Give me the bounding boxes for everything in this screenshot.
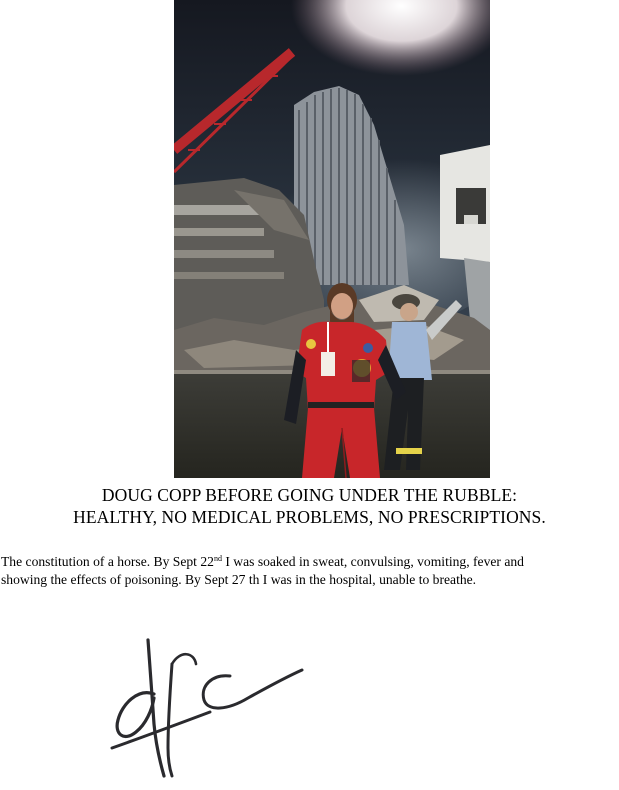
body-line-1-end: I was soaked in sweat, convulsing, vomiting, fever and bbox=[221, 554, 524, 569]
body-line-2: showing the effects of poisoning. By Sept 27 th I was in the hospital, unable to breathe. bbox=[1, 572, 477, 587]
signature-drawing bbox=[108, 636, 308, 778]
caption-line-1: DOUG COPP BEFORE GOING UNDER THE RUBBLE: bbox=[101, 485, 518, 505]
body-line-1 bbox=[1, 553, 619, 571]
photo-caption bbox=[0, 484, 619, 528]
caption-line-2: HEALTHY, NO MEDICAL PROBLEMS, NO PRESCRIPTIONS. bbox=[73, 507, 546, 527]
body-line-1-start: The constitution of a horse. By Sept 22 bbox=[1, 554, 214, 569]
handwritten-signature bbox=[108, 636, 308, 778]
ordinal-suffix: nd bbox=[213, 554, 222, 563]
photograph bbox=[174, 0, 490, 478]
body-paragraph bbox=[1, 553, 619, 589]
photo-illustration bbox=[174, 0, 490, 478]
